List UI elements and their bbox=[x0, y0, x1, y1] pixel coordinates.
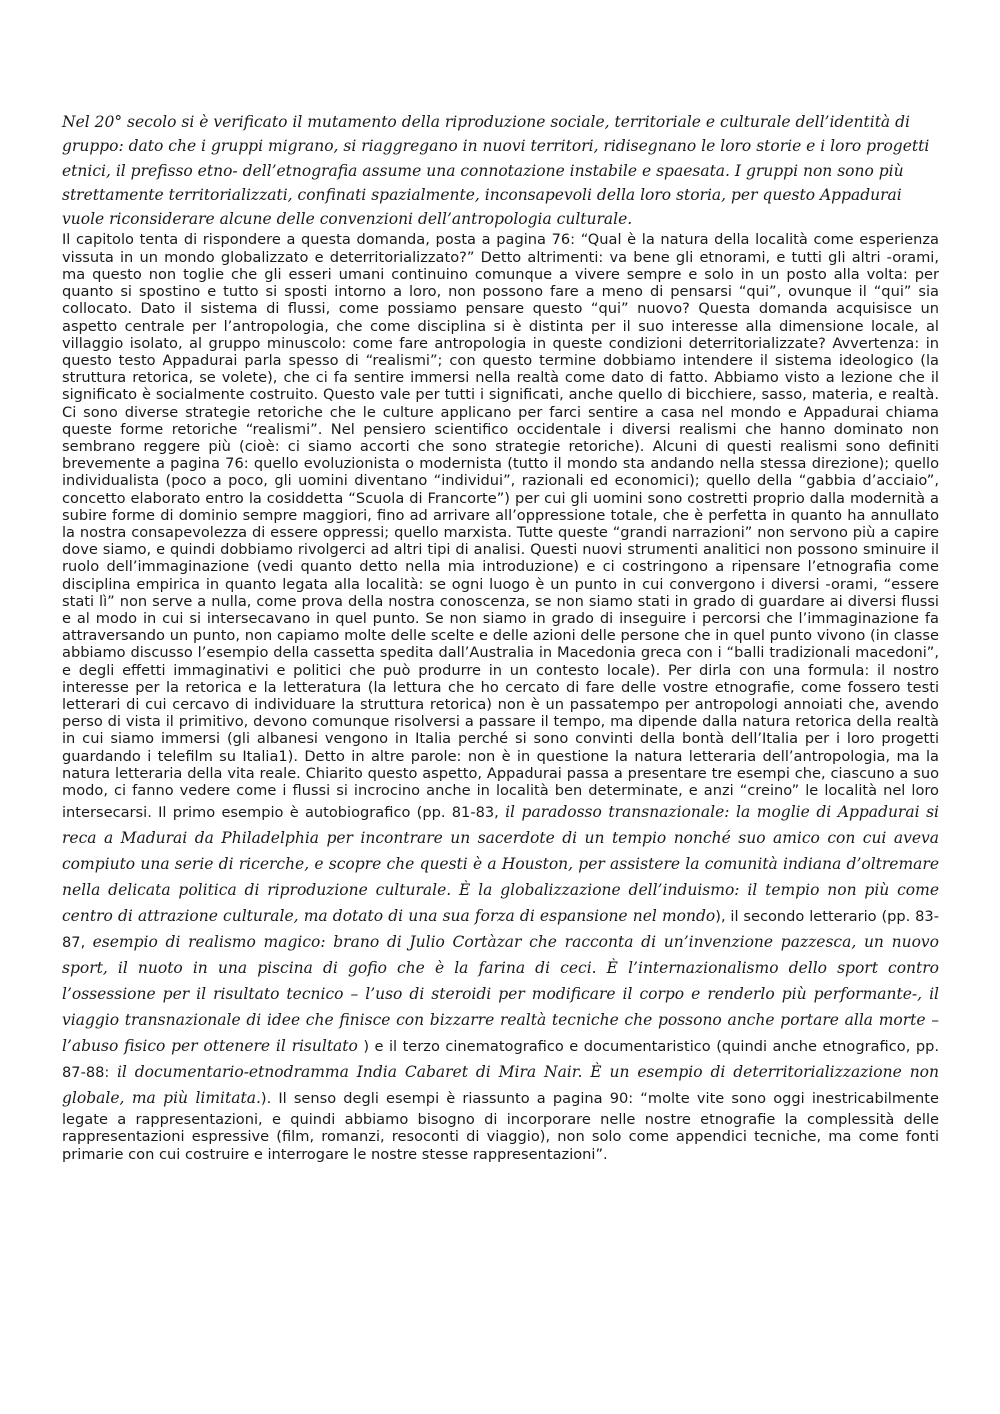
example-india-cabaret: il documentario-etnodramma India Cabaret di Mira Nair. È un esempio di deterritorializzazione non globale, ma più limitata. bbox=[62, 1063, 939, 1108]
intro-paragraph: Nel 20° secolo si è verificato il mutamento della riproduzione sociale, territoriale e culturale dell’identità di gruppo: dato che i gruppi migrano, si riaggregano in nuovi territori, ridisegnano le loro storie e i loro progetti etnici, il prefisso etno- dell’etnografia assume una connotazione instabile e spaesata. I gruppi non sono più strettamente territorializzati, confinati spazialmente, inconsapevoli della loro storia, per questo Appadurai vuole riconsiderare alcune delle convenzioni dell’antropologia culturale. bbox=[62, 113, 930, 229]
body-text-part-1: Il capitolo tenta di rispondere a questa domanda, posta a pagina 76: “Qual è la natura della località come esperienza vissuta in un mondo globalizzato e deterritorializzato?” Detto altrimenti: va bene gli etnorami, e tutti gli altri -orami, ma questo non toglie che gli esseri umani continuino comunque a vivere sempre e solo in un posto alla volta: per quanto si spostino e tutto si sposti intorno a loro, non possono fare a meno di pensarsi “qui”, ovunque il “qui” sia collocato. Dato il sistema di flussi, come possiamo pensare questo “qui” nuovo? Questa domanda acquisisce un aspetto centrale per l’antropologia, che come disciplina si è distinta per il suo interesse alla dimensione locale, al villaggio isolato, al gruppo minuscolo: come fare antropologia in queste condizioni deterritorializzate? Avvertenza: in questo testo Appadurai parla spesso di “realismi”; con questo termine dobbiamo intendere il sistema ideologico (la struttura retorica, se volete), che ci fa sentire immersi nella realtà come dato di fatto. Abbiamo visto a lezione che il significato è socialmente costruito. Questo vale per tutti i significati, anche quello di bicchiere, sasso, materia, e realtà. Ci sono diverse strategie retoriche che le culture applicano per farci sentire a casa nel mondo e Appadurai chiama queste forme retoriche “realismi”. Nel pensiero scientifico occidentale i diversi realismi che hanno dominato non sembrano reggere più (cioè: ci siamo accorti che sono strategie retoriche). Alcuni di questi realismi sono definiti brevemente a pagina 76: quello evoluzionista o modernista (tutto il mondo sta andando nella stessa direzione); quello individualista (poco a poco, gli uomini diventano “individui”, razionali ed economici); quello della “gabbia d’acciaio”, concetto elaborato entro la cosiddetta “Scuola di Francorte”) per cui gli uomini sono costretti proprio dalla modernità a subire forme di dominio sempre maggiori, fino ad arrivare all’oppressione totale, che è perfetta in quanto ha annullato la nostra consapevolezza di essere oppressi; quello marxista. Tutte queste “grandi narrazioni” non servono più a capire dove siamo, e quindi dobbiamo rivolgerci ad altri tipi di analisi. Questi nuovi strumenti analitici non possono sminuire il ruolo dell’immaginazione (vedi quanto detto nella mia introduzione) e ci costringono a ripensare l’etnografia come disciplina empirica in quanto legata alla località: se ogni luogo è un punto in cui convergono i diversi -orami, “essere stati lì” non serve a nulla, come prova della nostra conoscenza, se non siamo stati in grado di guardare ai diversi flussi e al modo in cui si intersecavano in quel punto. Se non siamo in grado di inseguire i percorsi che l’immaginazione fa attraversando un punto, non capiamo molte delle scelte e delle azioni delle persone che in quel punto vivono (in classe abbiamo discusso l’esempio della cassetta spedita dall’Australia in Macedonia greca con i “balli tradizionali macedoni”, e degli effetti immaginativi e politici che può produrre in un contesto locale). Per dirla con una formula: il nostro interesse per la retorica e la letteratura (la lettura che ho cercato di fare delle vostre etnografie, come fossero testi letterari di cui cercavo di individuare la struttura retorica) non è un passatempo per antropologi annoiati che, avendo perso di vista il primitivo, devono comunque risolversi a passare il tempo, ma dipende dalla natura retorica della realtà in cui siamo immersi (gli albanesi vengono in Italia perché si sono convinti della bontà dell’Italia per i loro progetti guardando i telefilm su Italia1). Detto in altre parole: non è in questione la natura letteraria dell’antropologia, ma la natura letteraria della vita reale. Chiarito questo aspetto, Appadurai passa a presentare tre esempi che, ciascuno a suo modo, ci fanno vedere come i flussi si incrocino anche in località ben determinate, e anzi “creino” le località nel loro intersecarsi. Il primo esempio è autobiografico (pp. 81-83, bbox=[62, 231, 939, 822]
body-text-part-4: ). Il senso degli esempi è riassunto a pagina 90: “molte vite sono oggi inestricabilmente legate a rappresentazioni, e quindi abbiamo bisogno di incorporare nelle nostre etnografie la complessità delle rappresentazioni espressive (film, romanzi, resoconti di viaggio), non solo come appendici tecniche, ma come fonti primarie con cui costruire e interrogare le nostre stesse rappresentazioni”. bbox=[62, 1090, 939, 1163]
example-transnational-paradox: il paradosso transnazionale: la moglie di Appadurai si reca a Madurai da Philadelphia per incontrare un sacerdote di un tempio nonché suo amico con cui aveva compiuto una serie di ricerche, e scopre che questi è a Houston, per assistere la comunità indiana d’oltremare nella delicata politica di riproduzione culturale. È la globalizzazione dell’induismo: il tempio non più come centro di attrazione culturale, ma dotato di una sua forza di espansione nel mondo bbox=[62, 803, 939, 926]
document-page bbox=[62, 110, 939, 1163]
example-magic-realism: esempio di realismo magico: brano di Julio Cortàzar che racconta di un’invenzione pazzesca, un nuovo sport, il nuoto in una piscina di gofio che è la farina di ceci. È l’internazionalismo dello sport contro l’ossessione per il risultato tecnico – l’uso di steroidi per modificare il corpo e renderlo più performante-, il viaggio transnazionale di idee che finisce con bizzarre realtà tecniche che possono anche portare alla morte – l’abuso fisico per ottenere il risultato bbox=[62, 933, 939, 1056]
body-text-part-2: ), il secondo letterario (pp. 83-87, bbox=[62, 908, 939, 952]
body-paragraph bbox=[62, 231, 939, 1162]
body-text-part-3: ) e il terzo cinematografico e documentaristico (quindi anche etnografico, pp. 87-88: bbox=[62, 1038, 939, 1082]
